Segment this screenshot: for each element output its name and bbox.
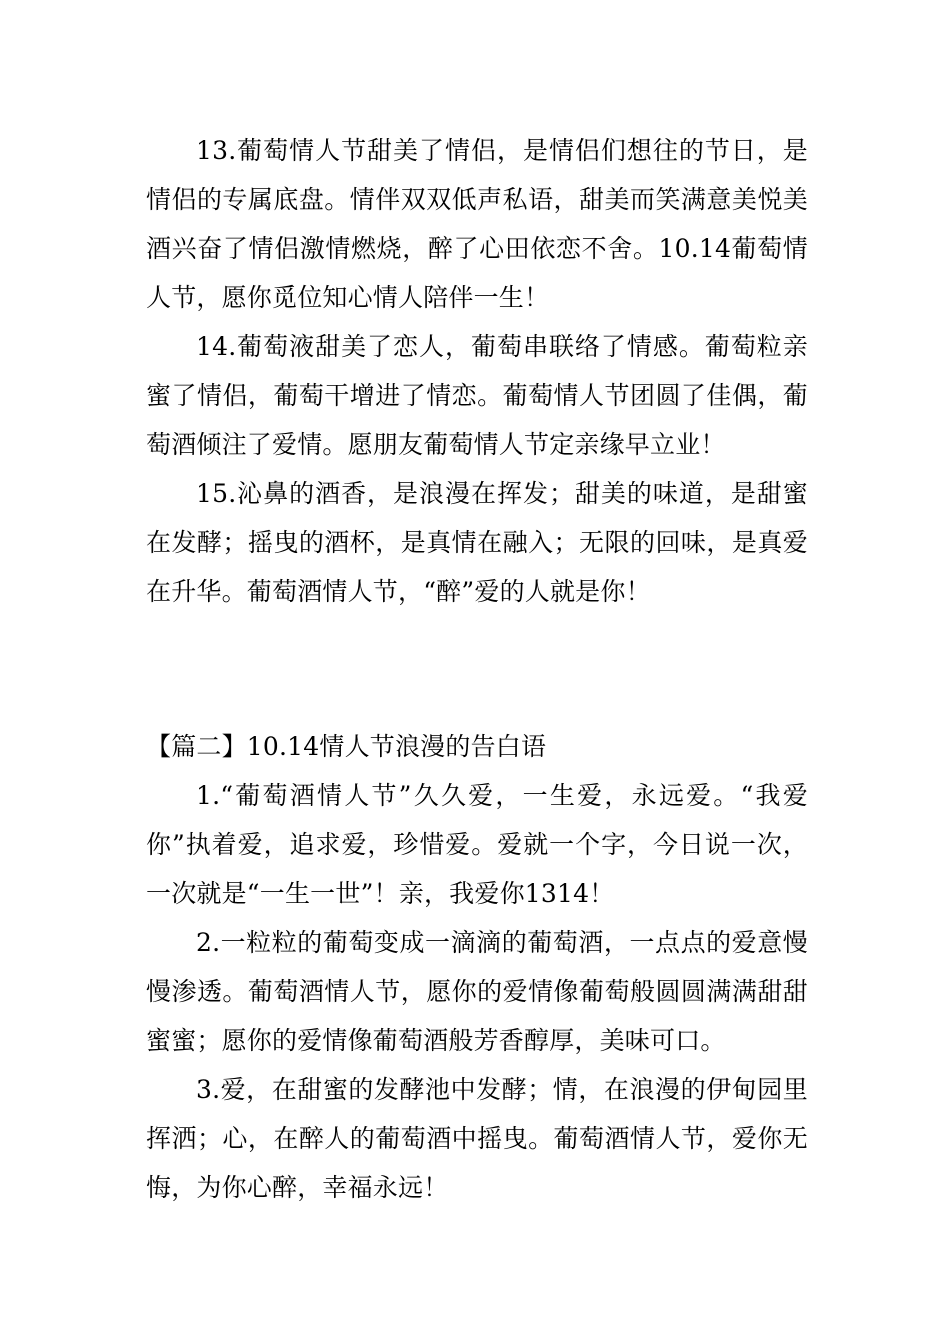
paragraph-13: 13.葡萄情人节甜美了情侣，是情侣们想往的节日，是情侣的专属底盘。情伴双双低声私语，甜美而笑满意美悦美酒兴奋了情侣激情燃烧，醉了心田依恋不舍。10.14葡萄情人节，愿你觅位知心情人陪伴一生！ <box>146 136 808 312</box>
section-heading: 【篇二】10.14情人节浪漫的告白语 <box>146 732 547 761</box>
paragraph-3: 3.爱，在甜蜜的发酵池中发酵；情，在浪漫的伊甸园里挥洒；心，在醉人的葡萄酒中摇曳。葡萄酒情人节，爱你无悔，为你心醉，幸福永远！ <box>146 1075 808 1202</box>
section-one <box>146 126 808 616</box>
paragraph-1: 1.“葡萄酒情人节”久久爱，一生爱，永远爱。“我爱你”执着爱，追求爱，珍惜爱。爱就一个字，今日说一次，一次就是“一生一世”！亲，我爱你1314！ <box>146 781 808 908</box>
paragraph-2: 2.一粒粒的葡萄变成一滴滴的葡萄酒，一点点的爱意慢慢渗透。葡萄酒情人节，愿你的爱情像葡萄般圆圆满满甜甜蜜蜜；愿你的爱情像葡萄酒般芳香醇厚，美味可口。 <box>146 928 808 1055</box>
paragraph-15: 15.沁鼻的酒香，是浪漫在挥发；甜美的味道，是甜蜜在发酵；摇曳的酒杯，是真情在融入；无限的回味，是真爱在升华。葡萄酒情人节，“醉”爱的人就是你！ <box>146 479 808 606</box>
section-two <box>146 722 808 1212</box>
paragraph-14: 14.葡萄液甜美了恋人，葡萄串联络了情感。葡萄粒亲蜜了情侣，葡萄干增进了情恋。葡萄情人节团圆了佳偶，葡萄酒倾注了爱情。愿朋友葡萄情人节定亲缘早立业！ <box>146 332 808 459</box>
